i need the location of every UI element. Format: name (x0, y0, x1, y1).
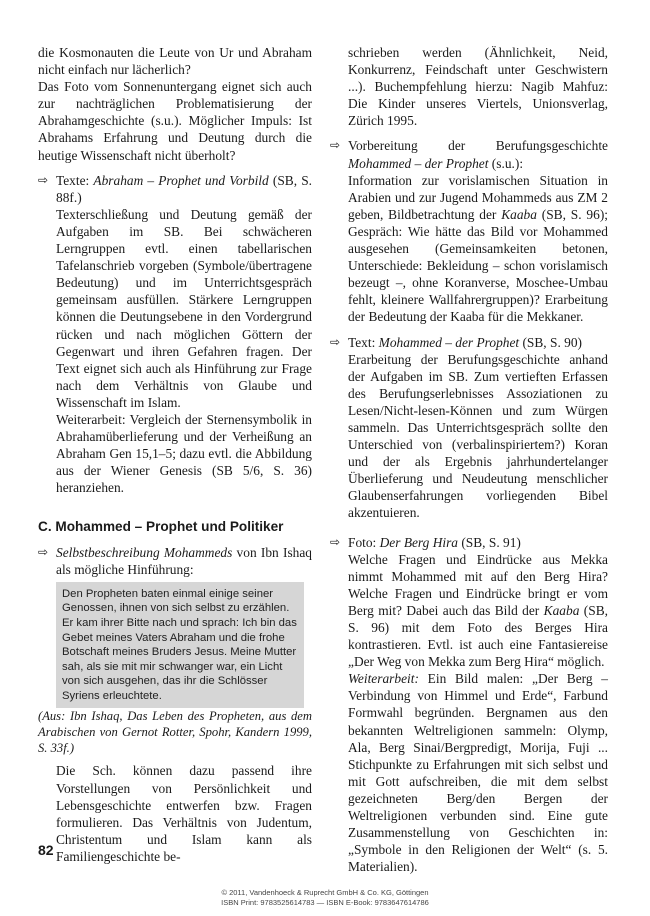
arrow-right-icon: ⇨ (38, 544, 49, 559)
list-item (330, 137, 608, 325)
list-item (330, 334, 608, 522)
footer-line: © 2011, Vandenhoeck & Ruprecht GmbH & Co. KG, Göttingen (221, 888, 429, 897)
copyright-footer (0, 888, 650, 908)
list-item (38, 172, 312, 497)
section-heading: C. Mohammed – Prophet und Politiker (38, 519, 284, 535)
item-further: Weiterarbeit: Ein Bild malen: „Der Berg – Verbindung von Himmel und Erde“, Farbund Formwahl begründen. Bergnamen aus den bekannten Weltreligionen sammeln: Olymp, Ala, Berg Sinai/Bergpredigt, Morija, Fuji ... Stichpunkte zu Erfahrungen mit sich selbst und mit Gott aufschreiben, die mit dem selbst gezeichneten Berg/den Bergen der Weltreligionen verbunden sind. Eine gute Zusammenstellung von Geschichten in: „Symbole in den Religionen der Welt“ (s. 5. Materialien). (348, 671, 608, 875)
arrow-right-icon: ⇨ (38, 172, 49, 187)
item-label: Vorbereitung der Berufungsgeschichte Mohammed – der Prophet (s.u.): (348, 138, 608, 171)
right-column (330, 44, 608, 875)
item-body: Texterschließung und Deutung gemäß der Aufgaben im SB. Bei schwächeren Lerngruppen evtl. einen tabellarischen Tafelanschrieb vorgeben (Symbole/übertragene Bedeutung) und im Unterrichtsgespräch gemeinsam ausfüllen. Stärkere Lerngruppen können die Deutungsebene in den Vordergrund rücken und nach möglichen Göttern der Gegenwart und ihren Gefahren fragen. Der Text eignet sich auch als Hinführung zur Frage nach dem Verhältnis von Glaube und Wissenschaft im Islam. (56, 206, 312, 410)
intro-paragraph: die Kosmonauten die Leute von Ur und Abraham nicht einfach nur lächerlich? (38, 45, 312, 78)
item-further: Weiterarbeit: Vergleich der Sternensymbolik in Abrahamüberlieferung und der Verheißung an Abraham Gen 15,1–5; dazu evtl. die Abbildung aus der Wiener Genesis (SB 5/6, S. 36) heranziehen. (56, 411, 312, 496)
list-item (330, 534, 608, 876)
quote-source: (Aus: Ibn Ishaq, Das Leben des Propheten, aus dem Arabischen von Gernot Rotter, Spohr, Kandern 1999, S. 33f.) (38, 709, 312, 756)
item-body: Welche Fragen und Eindrücke aus Mekka nimmt Mohammed mit auf den Berg Hira? Welche Fragen und Eindrücke bringt er vom Berg mit? Dabei auch das Bild der Kaaba (SB, S. 96) mit dem Foto des Berges Hira kontrastieren. Evtl. ist auch eine Fantasiereise „Der Weg von Mekka zum Berg Hira“ möglich. (348, 551, 608, 670)
quote-box: Den Propheten baten einmal einige seiner Genossen, ihnen von sich selbst zu erzählen. Er kam ihrer Bitte nach und sprach: Ich bin das Gebet meines Vaters Abraham und die frohe Botschaft meines Bruders Jesus. Meine Mutter sah, als sie mit mir schwanger war, ein Licht von sich ausgehen, das ihr die Schlösser Syriens erleuchtete. (56, 582, 304, 709)
arrow-right-icon: ⇨ (330, 534, 341, 549)
left-column (38, 44, 312, 865)
item-label: Texte: Abraham – Prophet und Vorbild (SB, S. 88f.) (56, 172, 312, 205)
intro-paragraph: Das Foto vom Sonnenuntergang eignet sich auch zur nachträglichen Problematisierung der Abrahamgeschichte (s.u.). Möglicher Impuls: Ist Abrahams Erfahrung und Deutung durch die heutige Wissenschaft nicht überholt? (38, 79, 312, 163)
item-label: Text: Mohammed – der Prophet (SB, S. 90) (348, 334, 582, 350)
list-item (38, 544, 312, 578)
item-body: Erarbeitung der Berufungsgeschichte anhand der Aufgaben im SB. Zum vertieften Erfassen des Berufungserlebnisses Assoziationen zu Lesen/Nicht-lesen-Können und zum Würgen sammeln. Das Unterrichtsgespräch sollte den Unterschied von (verbalinspiriertem?) Koran und der als Ergebnis jahrhundertelanger Überlieferung und Neudeutung menschlicher Glaubenserfahrungen vorliegenden Bibel akzentuieren. (348, 351, 608, 521)
item-label: Selbstbeschreibung Mohammeds von Ibn Ishaq als mögliche Hinführung: (56, 544, 312, 577)
item-body: Information zur vorislamischen Situation in Arabien und zur Jugend Mohammeds aus ZM 2 geben, Bildbetrachtung der Kaaba (SB, S. 96); Gespräch: Wie hätte das Bild vor Mohammed ausgesehen (Gemeinsamkeiten betonen, Unterschiede: Bekleidung – schon vorislamisch bezeugt –, ohne Koranverse, Moschee-Umbau fehlt, kleinere Wallfahrergruppen)? Erarbeitung der Bedeutung der Kaaba für die Mekkaner. (348, 172, 608, 325)
arrow-right-icon: ⇨ (330, 334, 341, 349)
arrow-right-icon: ⇨ (330, 138, 341, 153)
footer-line: ISBN Print: 9783525614783 — ISBN E-Book: 9783647614786 (221, 898, 429, 907)
item-label: Foto: Der Berg Hira (SB, S. 91) (348, 534, 521, 550)
page-number: 82 (38, 842, 54, 858)
closing-paragraph: Die Sch. können dazu passend ihre Vorstellungen von Persönlichkeit und Lebensgeschichte entwerfen bzw. Fragen formulieren. Das Verhältnis von Judentum, Christentum und Islam kann als Familiengeschichte be- (56, 763, 312, 864)
continued-paragraph: schrieben werden (Ähnlichkeit, Neid, Konkurrenz, Feindschaft unter Geschwistern ...). Buchempfehlung hierzu: Nagib Mahfuz: Die Kinder unseres Viertels, Unionsverlag, Zürich 1995. (348, 45, 608, 129)
